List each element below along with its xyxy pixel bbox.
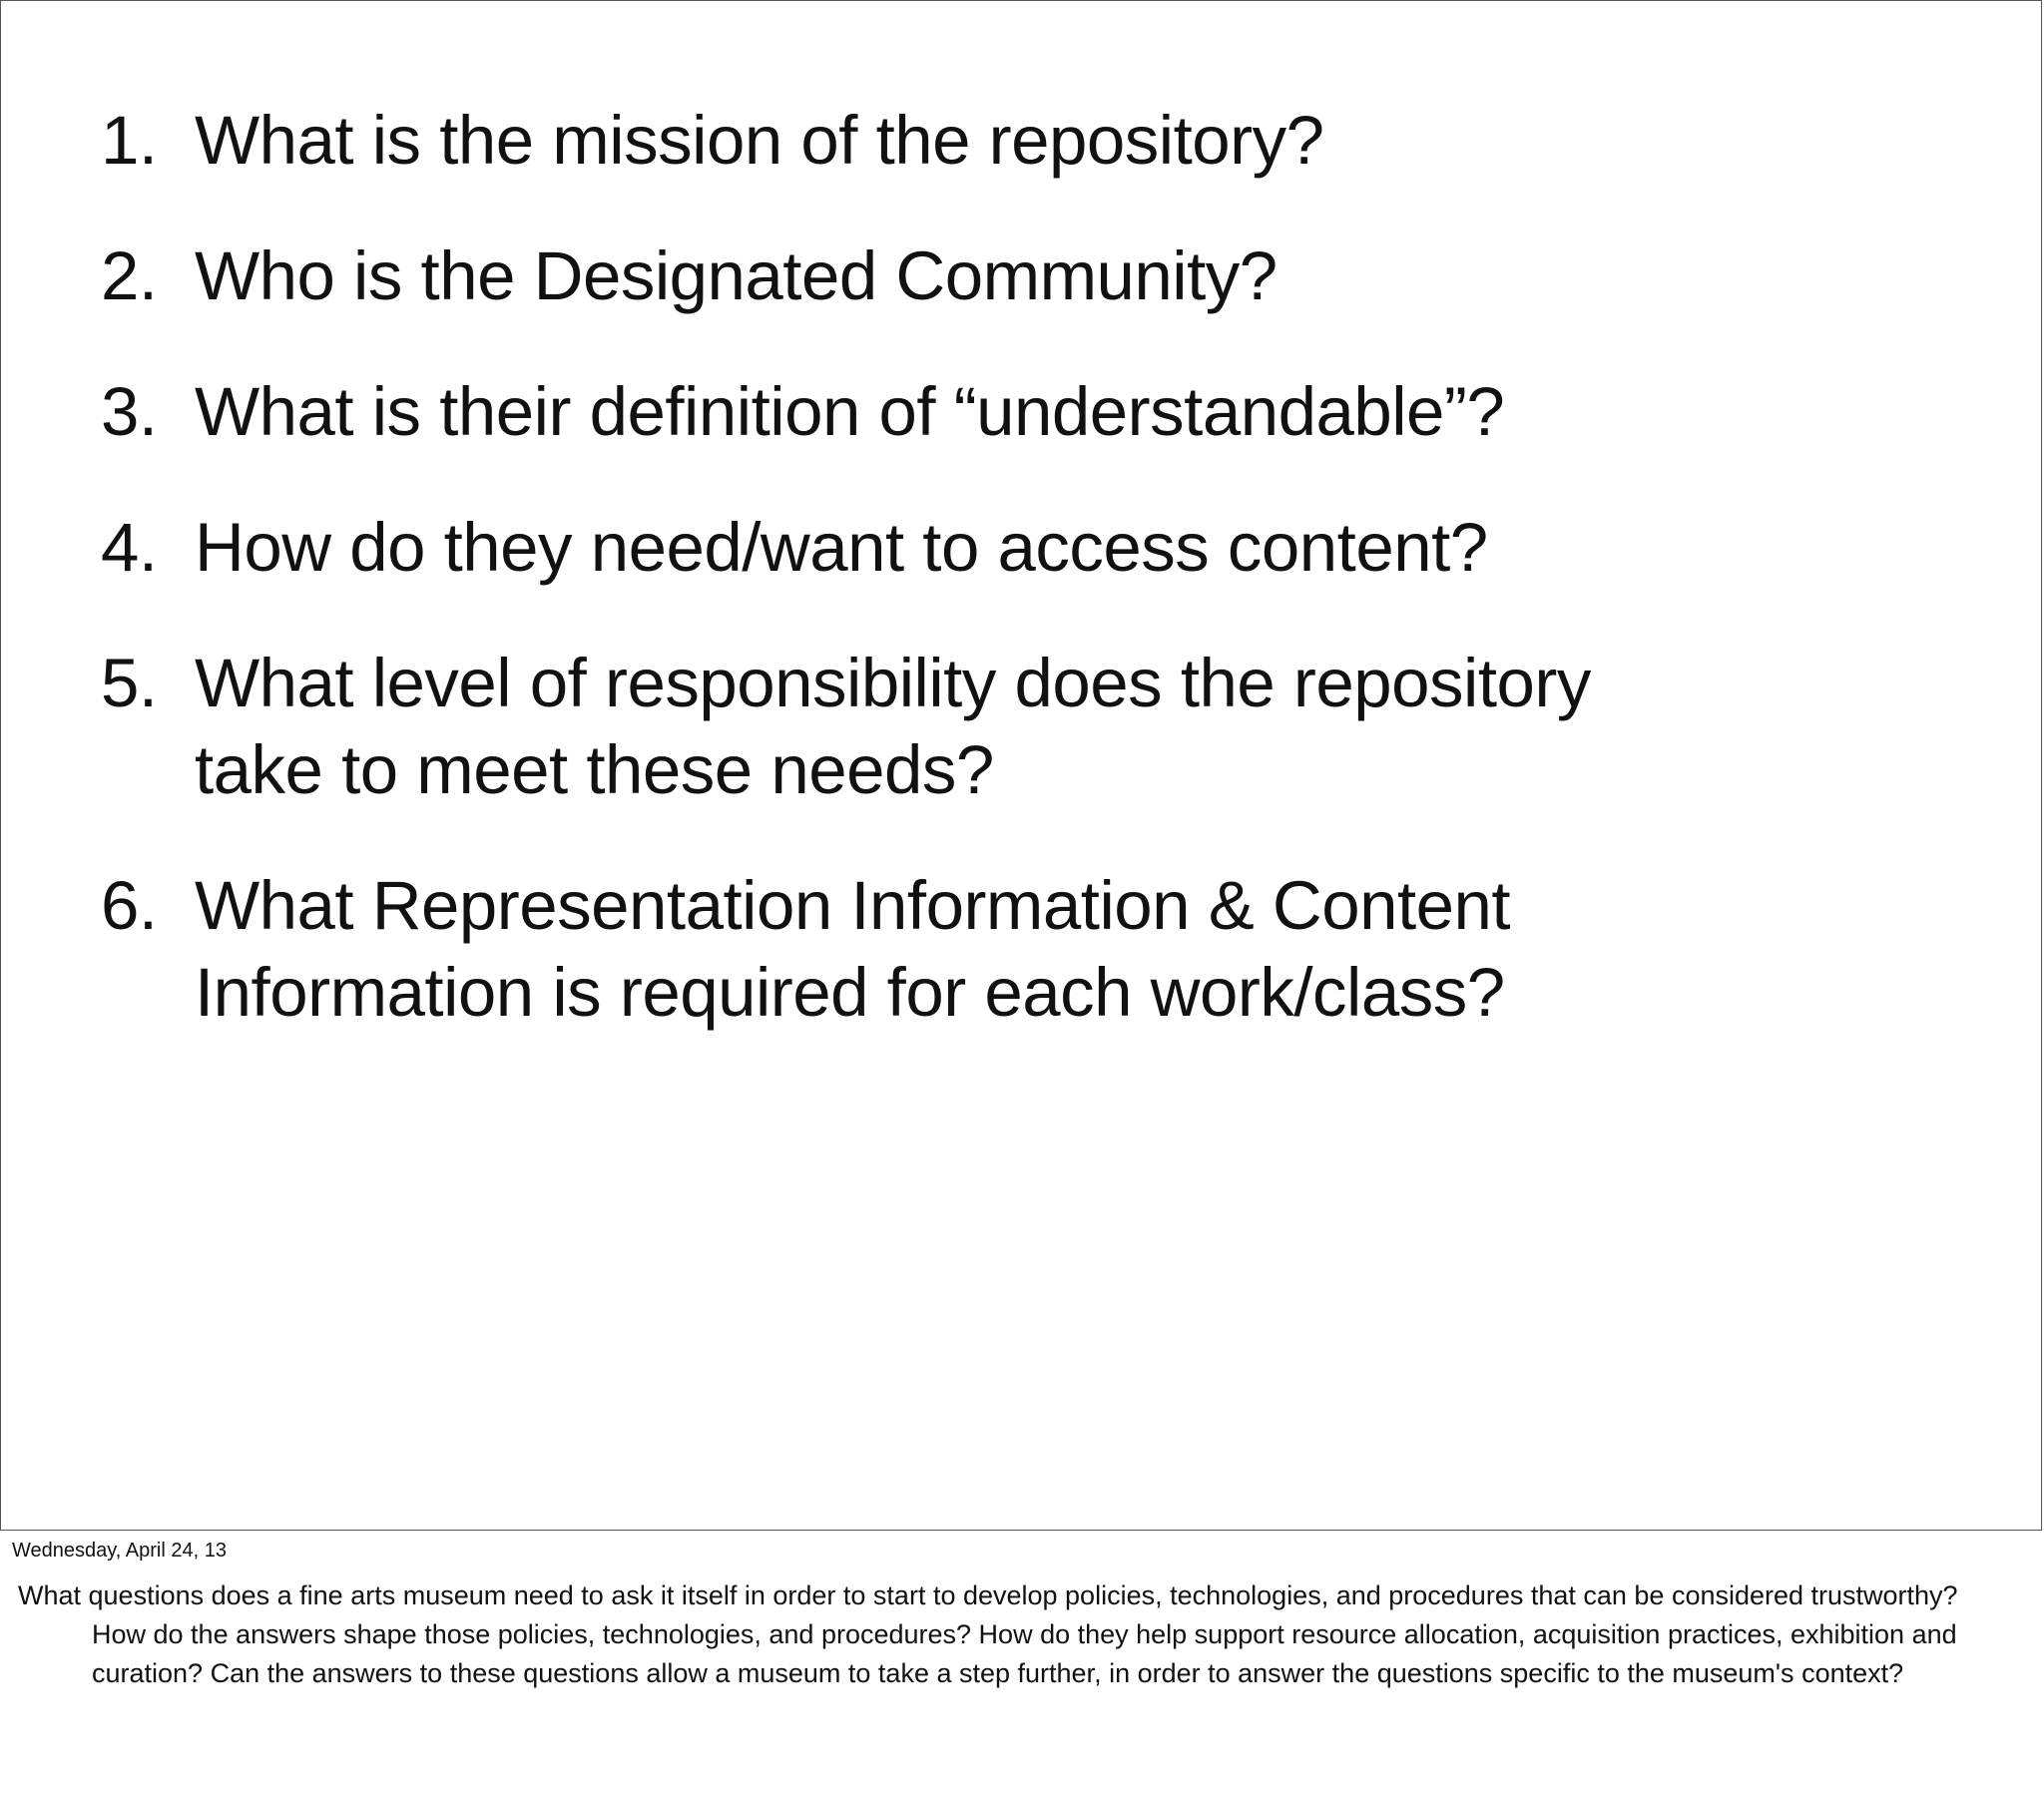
- question-item-6: [101, 862, 1698, 1036]
- question-line: Who is the Designated Community?: [195, 237, 1278, 314]
- question-item-1: [101, 97, 1698, 184]
- question-text: [195, 232, 1698, 319]
- question-item-3: [101, 368, 1698, 455]
- question-text: [195, 368, 1698, 455]
- question-number: 3.: [101, 373, 158, 450]
- question-line: take to meet these needs?: [195, 731, 994, 808]
- speaker-notes: What questions does a fine arts museum need to ask it itself in order to start to develop policies, technologies, and procedures that can be considered trustworthy? How do the answers shape those policies, technologies, and procedures? How do they help support resource allocation, acquisition practices, exhibition and curation? Can the answers to these questions allow a museum to take a step further, in order to answer the questions specific to the museum's context?: [18, 1580, 1958, 1688]
- question-line: What Representation Information & Content: [195, 867, 1511, 944]
- question-line: What level of responsibility does the repository: [195, 645, 1591, 721]
- question-number: 1.: [101, 102, 158, 179]
- question-text: [195, 504, 1698, 591]
- question-line: What is their definition of “understandable”?: [195, 373, 1505, 450]
- question-line: Information is required for each work/class?: [195, 954, 1505, 1031]
- question-item-5: [101, 640, 1698, 813]
- question-text: [195, 862, 1698, 1036]
- question-number: 2.: [101, 237, 158, 314]
- slide-date: Wednesday, April 24, 13: [12, 1540, 227, 1562]
- question-line: What is the mission of the repository?: [195, 102, 1324, 179]
- question-list: [101, 97, 1698, 1036]
- question-text: [195, 97, 1698, 184]
- question-item-4: [101, 504, 1698, 591]
- question-item-2: [101, 232, 1698, 319]
- question-number: 5.: [101, 645, 158, 721]
- question-number: 4.: [101, 509, 158, 586]
- question-line: How do they need/want to access content?: [195, 509, 1488, 586]
- question-number: 6.: [101, 867, 158, 944]
- question-text: [195, 640, 1698, 813]
